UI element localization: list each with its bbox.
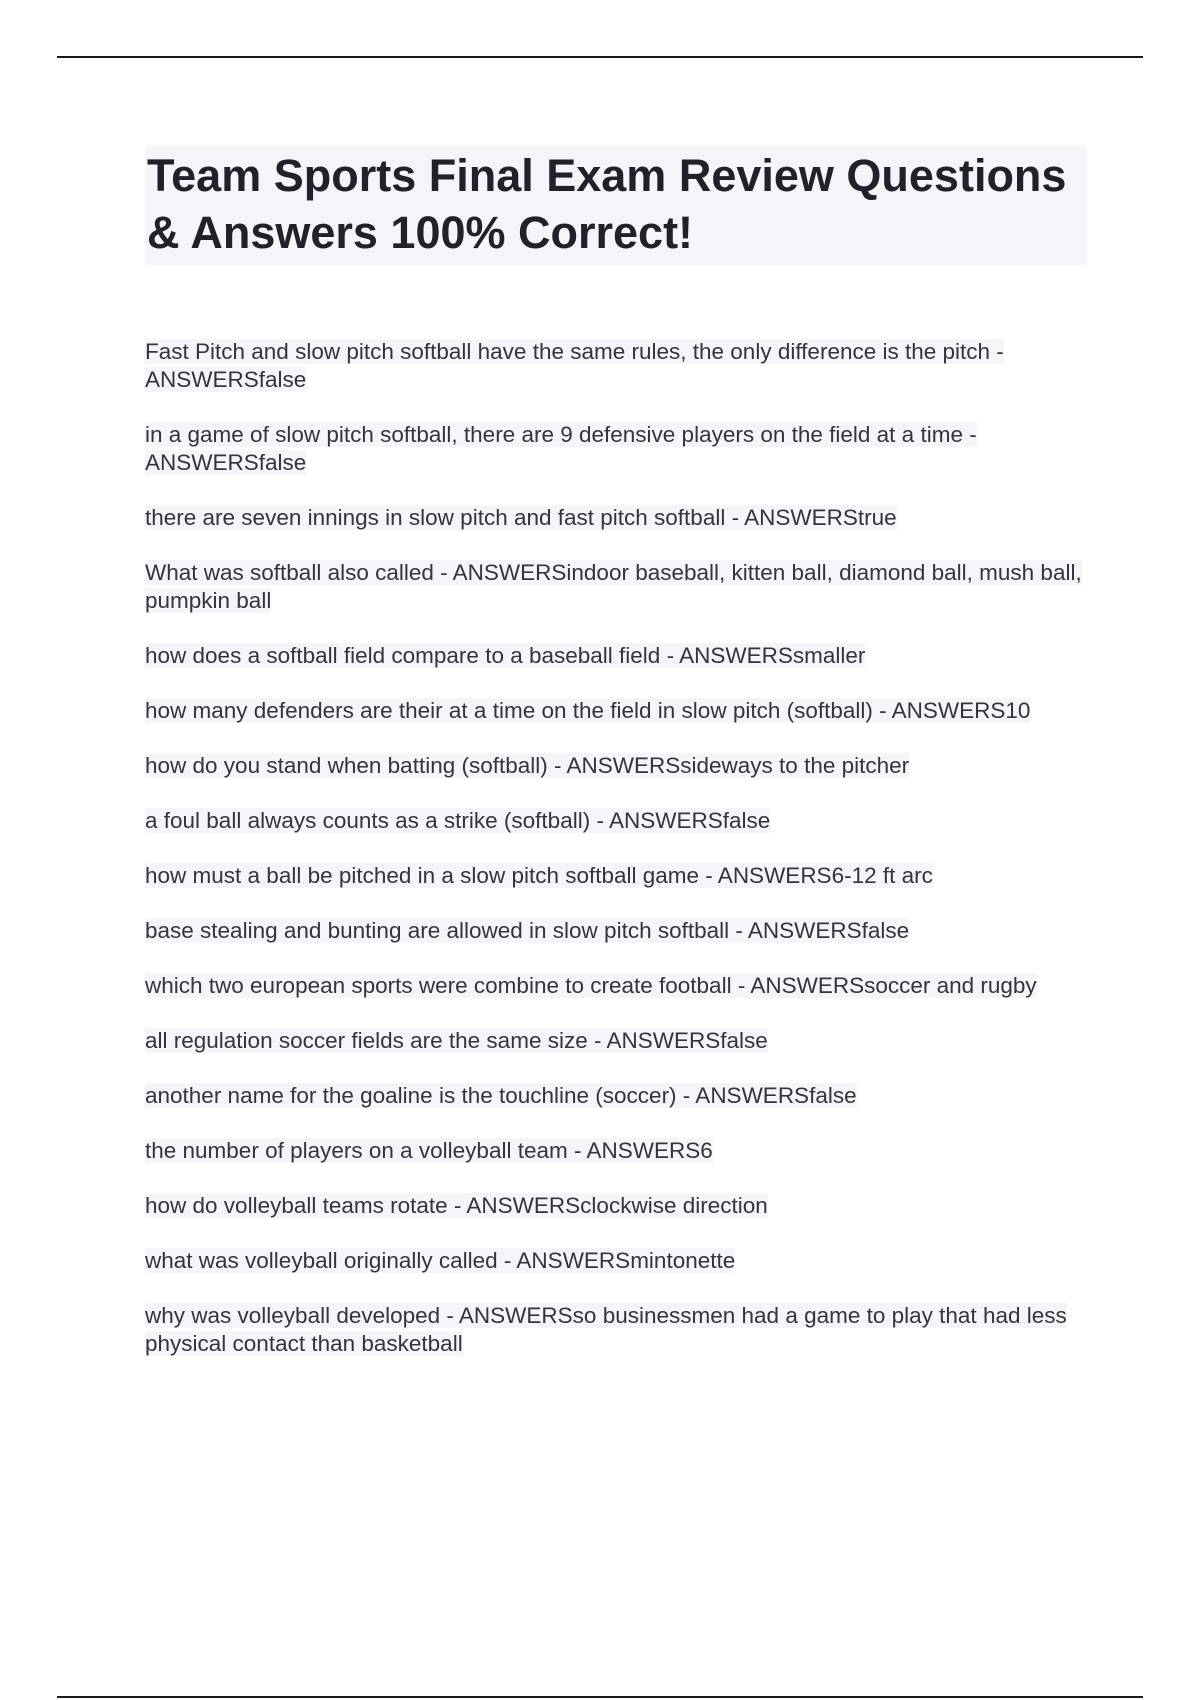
qa-item <box>145 559 1095 615</box>
qa-text: what was volleyball originally called - ANSWERSmintonette <box>145 1248 736 1273</box>
qa-item <box>145 807 1095 835</box>
bottom-divider <box>57 1696 1143 1698</box>
qa-text: why was volleyball developed - ANSWERSso businessmen had a game to play that had less physical contact than basketball <box>145 1303 1067 1356</box>
qa-list <box>145 338 1095 1385</box>
qa-item <box>145 338 1095 394</box>
qa-text: how do you stand when batting (softball) - ANSWERSsideways to the pitcher <box>145 753 910 778</box>
qa-item <box>145 752 1095 780</box>
title-block <box>145 145 1087 265</box>
qa-item <box>145 1082 1095 1110</box>
qa-text: base stealing and bunting are allowed in slow pitch softball - ANSWERSfalse <box>145 918 910 943</box>
qa-text: how do volleyball teams rotate - ANSWERSclockwise direction <box>145 1193 768 1218</box>
qa-item <box>145 1027 1095 1055</box>
qa-text: another name for the goaline is the touchline (soccer) - ANSWERSfalse <box>145 1083 857 1108</box>
top-divider <box>57 56 1143 58</box>
qa-item <box>145 917 1095 945</box>
qa-item <box>145 972 1095 1000</box>
document-title: Team Sports Final Exam Review Questions & Answers 100% Correct! <box>147 150 1067 258</box>
qa-item <box>145 1192 1095 1220</box>
qa-text: how must a ball be pitched in a slow pitch softball game - ANSWERS6-12 ft arc <box>145 863 933 888</box>
qa-item <box>145 1137 1095 1165</box>
qa-item <box>145 1302 1095 1358</box>
qa-item <box>145 642 1095 670</box>
qa-item <box>145 697 1095 725</box>
qa-text: which two european sports were combine to create football - ANSWERSsoccer and rugby <box>145 973 1037 998</box>
qa-text: how many defenders are their at a time on the field in slow pitch (softball) - ANSWERS10 <box>145 698 1031 723</box>
qa-text: Fast Pitch and slow pitch softball have the same rules, the only difference is the pitch - ANSWERSfalse <box>145 339 1004 392</box>
qa-text: What was softball also called - ANSWERSindoor baseball, kitten ball, diamond ball, mush ball, pumpkin ball <box>145 560 1082 613</box>
qa-item <box>145 1247 1095 1275</box>
qa-text: the number of players on a volleyball team - ANSWERS6 <box>145 1138 713 1163</box>
qa-item <box>145 421 1095 477</box>
qa-item <box>145 862 1095 890</box>
qa-item <box>145 504 1095 532</box>
qa-text: all regulation soccer fields are the same size - ANSWERSfalse <box>145 1028 768 1053</box>
qa-text: there are seven innings in slow pitch and fast pitch softball - ANSWERStrue <box>145 505 897 530</box>
qa-text: in a game of slow pitch softball, there are 9 defensive players on the field at a time - ANSWERSfalse <box>145 422 977 475</box>
qa-text: a foul ball always counts as a strike (softball) - ANSWERSfalse <box>145 808 771 833</box>
qa-text: how does a softball field compare to a baseball field - ANSWERSsmaller <box>145 643 866 668</box>
